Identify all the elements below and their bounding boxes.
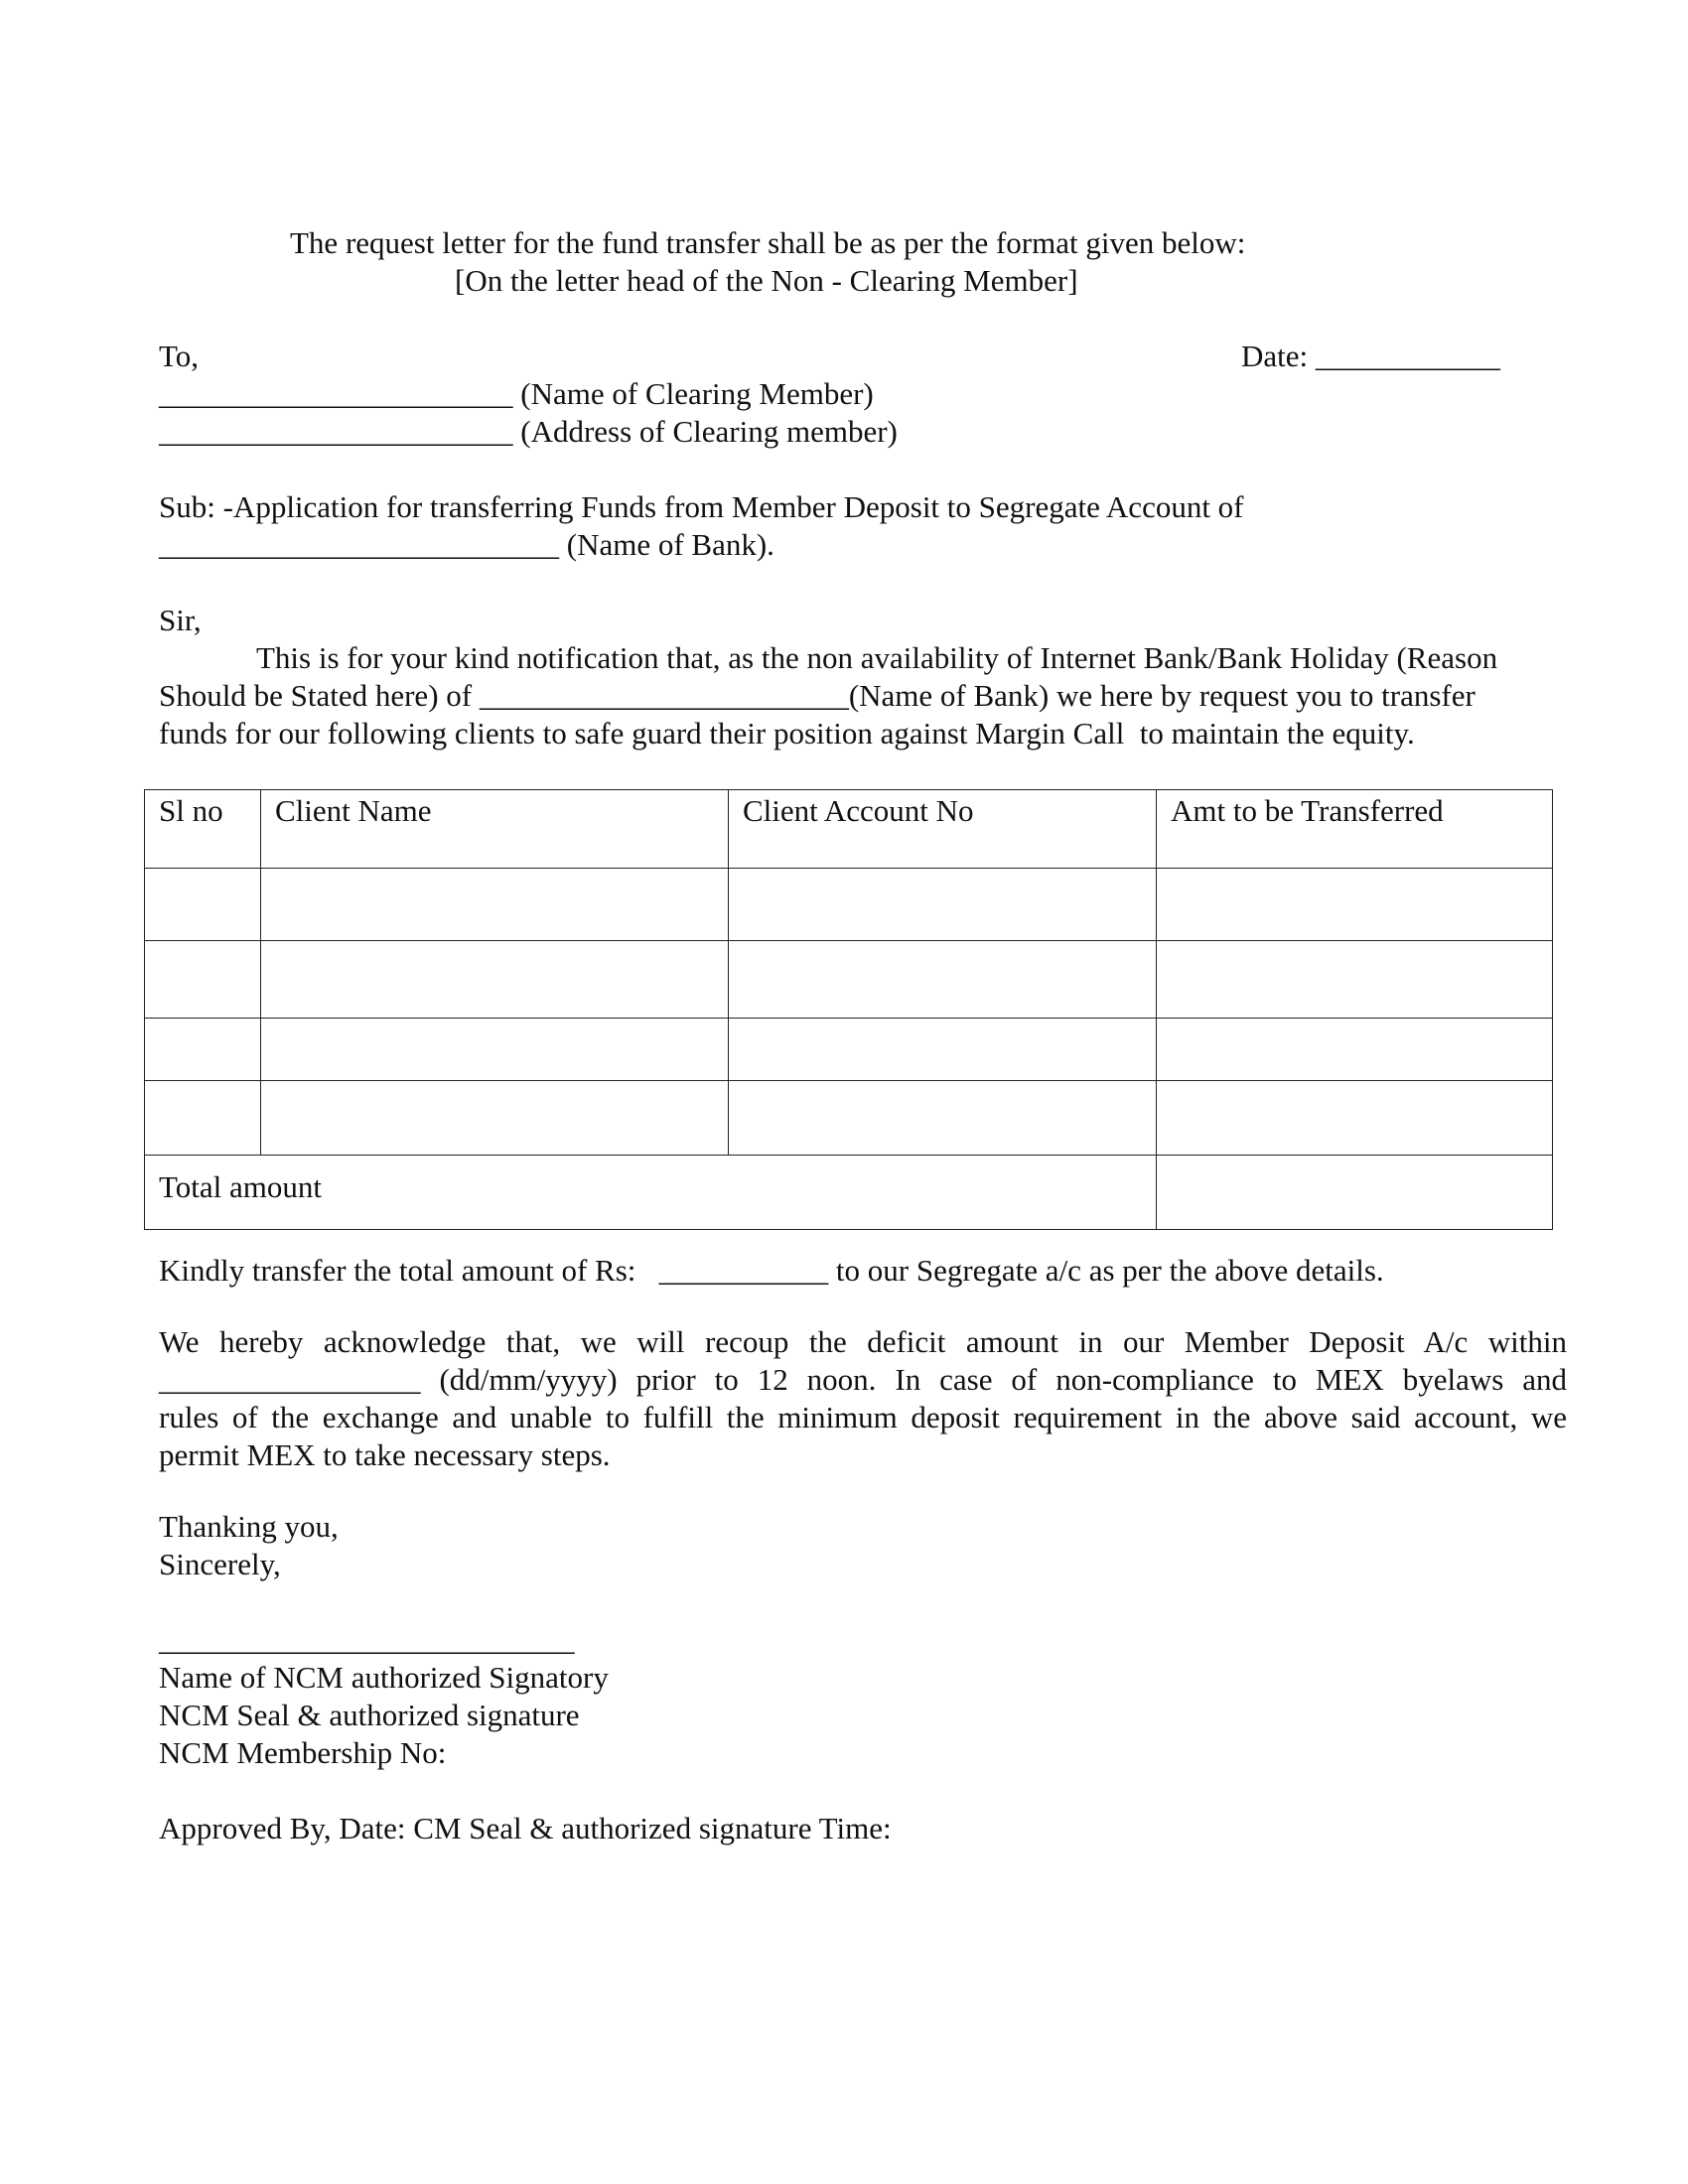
table-cell[interactable] (729, 869, 1157, 941)
table-cell[interactable] (145, 869, 261, 941)
total-amount-cell[interactable] (1157, 1156, 1553, 1230)
table-cell[interactable] (1157, 1081, 1553, 1156)
sincerely-line: Sincerely, (159, 1547, 281, 1581)
table-header-row (145, 790, 1553, 869)
ncm-membership-label: NCM Membership No: (159, 1735, 447, 1770)
table-cell[interactable] (1157, 941, 1553, 1019)
salutation: Sir, (159, 603, 202, 637)
table-cell[interactable] (1157, 869, 1553, 941)
transfer-request-line: Kindly transfer the total amount of Rs: ___________ to our Segregate a/c as per the above details. (159, 1253, 1384, 1288)
table-cell[interactable] (261, 1081, 729, 1156)
subject-line-1: Sub: -Application for transferring Funds from Member Deposit to Segregate Account of (159, 489, 1244, 524)
table-row (145, 869, 1553, 941)
client-transfer-table (144, 789, 1553, 1230)
table-cell[interactable] (145, 941, 261, 1019)
acknowledgement-paragraph (159, 1323, 1567, 1474)
table-total-row (145, 1156, 1553, 1230)
column-header-client-account-no: Client Account No (729, 790, 1157, 869)
signature-line: ___________________________ (159, 1622, 575, 1657)
date-field: Date: ____________ (1241, 339, 1500, 373)
table-cell[interactable] (1157, 1019, 1553, 1081)
acknowledgement-line-2: _________________ (dd/mm/yyyy) prior to 12 noon. In case of non-compliance to MEX byelaws and (159, 1362, 1567, 1397)
body-para-line-1: This is for your kind notification that, as the non availability of Internet Bank/Bank Holiday (Reason (256, 640, 1498, 675)
intro-line-2: [On the letter head of the Non - Clearing Member] (455, 263, 1078, 298)
column-header-sl-no: Sl no (145, 790, 261, 869)
acknowledgement-line-1: We hereby acknowledge that, we will recoup the deficit amount in our Member Deposit A/c within (159, 1324, 1567, 1359)
table-cell[interactable] (145, 1081, 261, 1156)
table-cell[interactable] (729, 941, 1157, 1019)
acknowledgement-line-4: permit MEX to take necessary steps. (159, 1437, 611, 1472)
table-cell[interactable] (729, 1019, 1157, 1081)
to-label: To, (159, 339, 200, 373)
body-para-line-3: funds for our following clients to safe guard their position against Margin Call to maintain the equity. (159, 716, 1415, 751)
table-cell[interactable] (261, 1019, 729, 1081)
table-cell[interactable] (729, 1081, 1157, 1156)
total-amount-label: Total amount (145, 1156, 1157, 1230)
ncm-seal-label: NCM Seal & authorized signature (159, 1698, 580, 1732)
acknowledgement-line-3: rules of the exchange and unable to fulfill the minimum deposit requirement in the above said account, we (159, 1400, 1567, 1434)
intro-line-1: The request letter for the fund transfer shall be as per the format given below: (290, 225, 1246, 260)
table-row (145, 1019, 1553, 1081)
table-row (145, 941, 1553, 1019)
subject-line-2: __________________________ (Name of Bank). (159, 527, 774, 562)
clearing-member-address-field: _______________________ (Address of Clearing member) (159, 414, 898, 449)
column-header-amount: Amt to be Transferred (1157, 790, 1553, 869)
approval-line: Approved By, Date: CM Seal & authorized signature Time: (159, 1811, 892, 1845)
table-cell[interactable] (261, 869, 729, 941)
body-para-line-2: Should be Stated here) of ________________________(Name of Bank) we here by request you to transfer (159, 678, 1476, 713)
column-header-client-name: Client Name (261, 790, 729, 869)
thanking-line: Thanking you, (159, 1509, 339, 1544)
clearing-member-name-field: _______________________ (Name of Clearing Member) (159, 376, 874, 411)
table-row (145, 1081, 1553, 1156)
table-cell[interactable] (145, 1019, 261, 1081)
signatory-name-label: Name of NCM authorized Signatory (159, 1660, 609, 1695)
table-cell[interactable] (261, 941, 729, 1019)
